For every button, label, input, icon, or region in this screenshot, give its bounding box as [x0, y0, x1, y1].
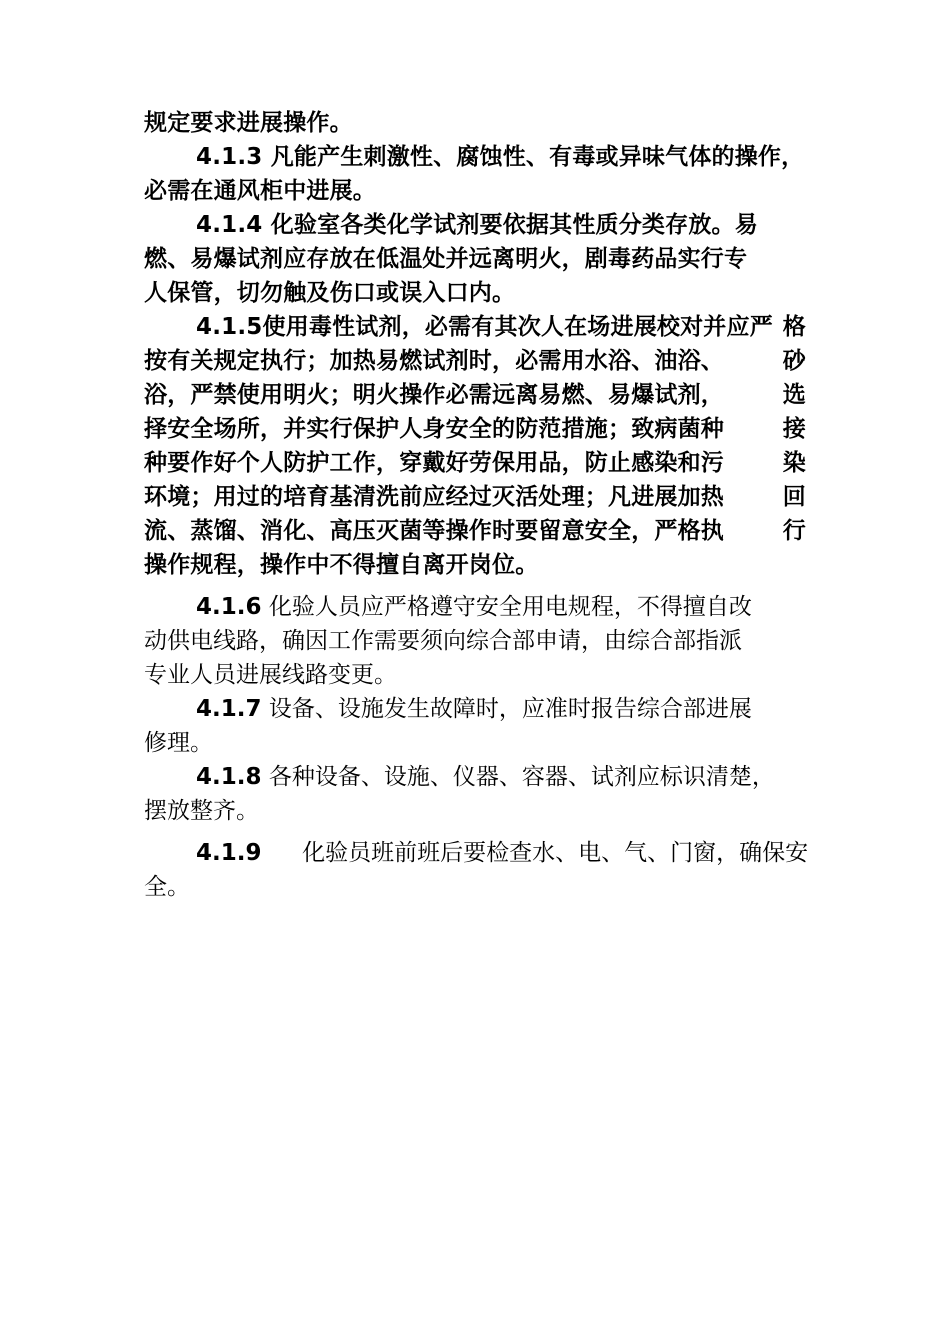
text-line: 格: [782, 314, 806, 340]
paragraph-line: [144, 624, 834, 658]
text-line: 操作规程，操作中不得擅自离开岗位。: [144, 552, 539, 578]
section-4-1-9: [144, 836, 834, 870]
text-line: 动供电线路，确因工作需要须向综合部申请，由综合部指派: [144, 628, 742, 654]
text-line: 选: [782, 382, 806, 408]
text-line: 人保管，切勿触及伤口或误入口内。: [144, 280, 516, 306]
section-4-1-3: [144, 140, 834, 174]
section-number: 4.1.6: [196, 594, 262, 620]
text-line: 择安全场所，并实行保护人身安全的防范措施；致病菌种: [144, 416, 724, 442]
paragraph-line: [144, 726, 834, 760]
paragraph-line: [144, 106, 834, 140]
text-line: 种要作好个人防护工作，穿戴好劳保用品，防止感染和污: [144, 450, 724, 476]
paragraph-line: [144, 412, 806, 446]
text-line: 接: [782, 416, 806, 442]
paragraph-line: [144, 870, 834, 904]
text-line: 行: [782, 518, 806, 544]
section-4-1-7: [144, 692, 834, 726]
section-number: 4.1.8: [196, 764, 262, 790]
paragraph-line: [144, 344, 806, 378]
text-line: 摆放整齐。: [144, 798, 259, 824]
paragraph-line: [144, 794, 834, 828]
paragraph-line: [144, 658, 834, 692]
text-line: 回: [782, 484, 806, 510]
section-number: 4.1.4: [196, 212, 263, 238]
text-line: 设备、设施发生故障时，应准时报告综合部进展: [268, 696, 752, 722]
text-line: 染: [782, 450, 806, 476]
section-4-1-5: [144, 310, 834, 344]
section-number: 4.1.9: [196, 840, 262, 866]
text-line: 按有关规定执行；加热易燃试剂时，必需用水浴、油浴、: [144, 348, 724, 374]
paragraph-line: [144, 480, 806, 514]
section-4-1-6: [144, 590, 834, 624]
document-page: [144, 106, 834, 904]
text-line: 各种设备、设施、仪器、容器、试剂应标识清楚，: [268, 764, 775, 790]
text-line: 全。: [144, 874, 190, 900]
text-line: 专业人员进展线路变更。: [144, 662, 397, 688]
text-line: 凡能产生刺激性、腐蚀性、有毒或异味气体的操作，: [270, 144, 805, 170]
paragraph-line: [144, 276, 834, 310]
section-number: 4.1.3: [196, 144, 263, 170]
text-line: 规定要求进展操作。: [144, 110, 353, 136]
text-line: 流、蒸馏、消化、高压灭菌等操作时要留意安全，严格执: [144, 518, 724, 544]
text-line: 燃、易爆试剂应存放在低温处并远离明火，剧毒药品实行专: [144, 246, 748, 272]
text-line: 必需在通风柜中进展。: [144, 178, 376, 204]
text-line: 浴，严禁使用明火；明火操作必需远离易燃、易爆试剂，: [144, 382, 724, 408]
paragraph-line: [144, 242, 834, 276]
text-line: 化验人员应严格遵守安全用电规程，不得擅自改: [268, 594, 752, 620]
text-line: 环境；用过的培育基清洗前应经过灭活处理；凡进展加热: [144, 484, 724, 510]
section-4-1-4: [144, 208, 834, 242]
text-line: 化验室各类化学试剂要依据其性质分类存放。易: [270, 212, 758, 238]
text-line: 使用毒性试剂，必需有其次人在场进展校对并应严: [262, 314, 773, 340]
text-line: 化验员班前班后要检查水、电、气、门窗，确保安: [302, 840, 809, 866]
section-number: 4.1.7: [196, 696, 262, 722]
section-4-1-8: [144, 760, 834, 794]
paragraph-line: [144, 548, 834, 582]
paragraph-line: [144, 514, 806, 548]
section-number: 4.1.5: [196, 314, 263, 340]
text-line: 砂: [782, 348, 806, 374]
paragraph-line: [144, 378, 806, 412]
paragraph-line: [144, 446, 806, 480]
paragraph-line: [144, 174, 834, 208]
text-line: 修理。: [144, 730, 213, 756]
